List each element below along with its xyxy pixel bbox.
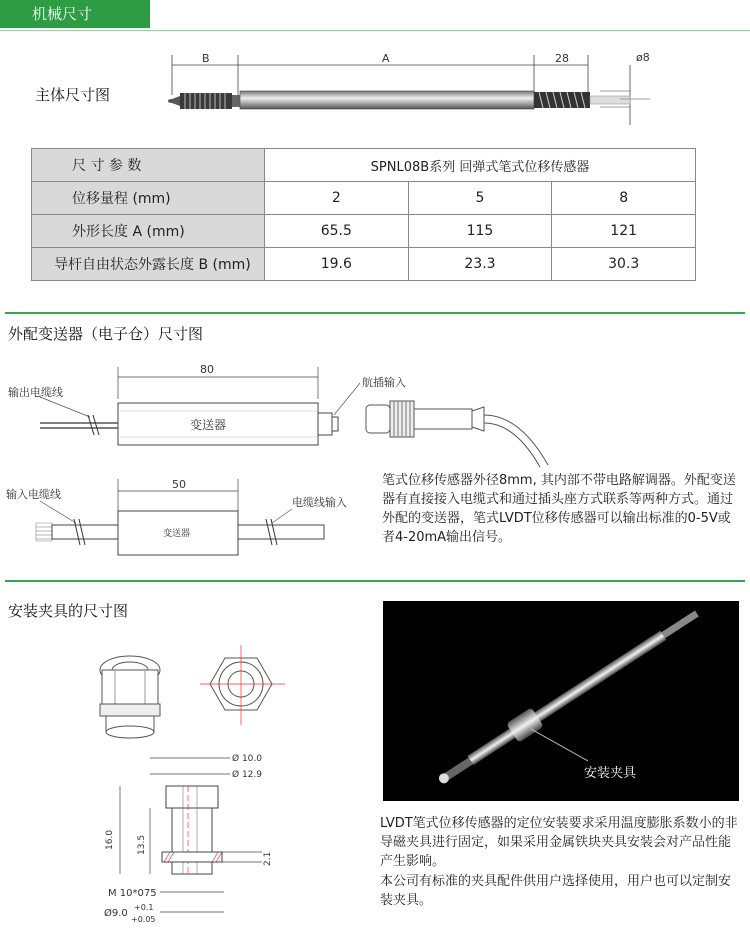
dim-80: 80 xyxy=(200,363,214,376)
section-tab-mechanical[interactable]: 机械尺寸 xyxy=(0,0,150,28)
transmitter-box-label-2: 变送器 xyxy=(163,529,191,539)
section-divider xyxy=(5,312,745,314)
in-cable-label: 输入电缆线 xyxy=(6,488,61,501)
fixture-drawing xyxy=(0,640,380,937)
cell: 30.3 xyxy=(552,248,696,281)
spec-table xyxy=(31,148,696,281)
dim-8: ø8 xyxy=(636,51,650,64)
cell: 23.3 xyxy=(408,248,552,281)
table-header-label: 尺 寸 参 数 xyxy=(32,149,265,182)
table-row xyxy=(32,215,696,248)
dim-16: 16.0 xyxy=(105,829,115,850)
aviation-in-label: 航插输入 xyxy=(362,376,406,389)
transmitter-box-label-1: 变送器 xyxy=(190,418,227,432)
transmitter-title: 外配变送器（电子仓）尺寸图 xyxy=(8,325,204,343)
fixture-photo xyxy=(383,601,739,801)
dim-d9: Ø9.0 xyxy=(104,908,128,919)
main-dimension-title: 主体尺寸图 xyxy=(35,86,111,104)
dim-28: 28 xyxy=(555,52,569,65)
table-row xyxy=(32,182,696,215)
dim-d129: Ø 12.9 xyxy=(232,770,262,780)
cell: 5 xyxy=(408,182,552,215)
cable-in-label: 电缆线输入 xyxy=(292,496,347,509)
dim-135: 13.5 xyxy=(137,834,147,855)
photo-label: 安装夹具 xyxy=(584,766,637,781)
section-divider xyxy=(5,580,745,582)
table-header-row xyxy=(32,149,696,182)
table-header-value: SPNL08B系列 回弹式笔式位移传感器 xyxy=(265,149,696,182)
dim-a: A xyxy=(382,52,390,65)
tab-underline xyxy=(0,30,750,31)
fixture-description-2: 本公司有标准的夹具配件供用户选择使用，用户也可以定制安装夹具。 xyxy=(380,874,732,908)
dim-d10: Ø 10.0 xyxy=(232,754,262,764)
fixture-title: 安装夹具的尺寸图 xyxy=(8,602,129,620)
table-row xyxy=(32,248,696,281)
dim-m10: M 10*075 xyxy=(108,888,157,899)
sensor-drawing xyxy=(160,45,660,125)
row-label: 外形长度 A (mm) xyxy=(32,215,265,248)
transmitter-description: 笔式位移传感器外径8mm, 其内部不带电路解调器。外配变送器有直接接入电缆式和通过插头座方式联系等两种方式。通过外配的变送器，笔式LVDT位移传感器可以输出标准的0-5V或者4-20mA输出信号。 xyxy=(382,473,736,545)
dim-tol-plus: +0.1 xyxy=(134,903,154,912)
dim-tol-minus: +0.05 xyxy=(131,915,156,924)
cell: 65.5 xyxy=(265,215,409,248)
cell: 2 xyxy=(265,182,409,215)
cell: 8 xyxy=(552,182,696,215)
cell: 121 xyxy=(552,215,696,248)
dim-b: B xyxy=(202,52,210,65)
dim-50: 50 xyxy=(172,478,186,491)
out-cable-label: 输出电缆线 xyxy=(8,386,63,399)
dim-21: 2.1 xyxy=(263,851,273,866)
cell: 19.6 xyxy=(265,248,409,281)
row-label: 位移量程 (mm) xyxy=(32,182,265,215)
row-label: 导杆自由状态外露长度 B (mm) xyxy=(32,248,265,281)
fixture-description-1: LVDT笔式位移传感器的定位安装要求采用温度膨胀系数小的非导磁夹具进行固定，如果采用金属铁块夹具安装会对产品性能产生影响。 xyxy=(380,816,738,869)
cell: 115 xyxy=(408,215,552,248)
